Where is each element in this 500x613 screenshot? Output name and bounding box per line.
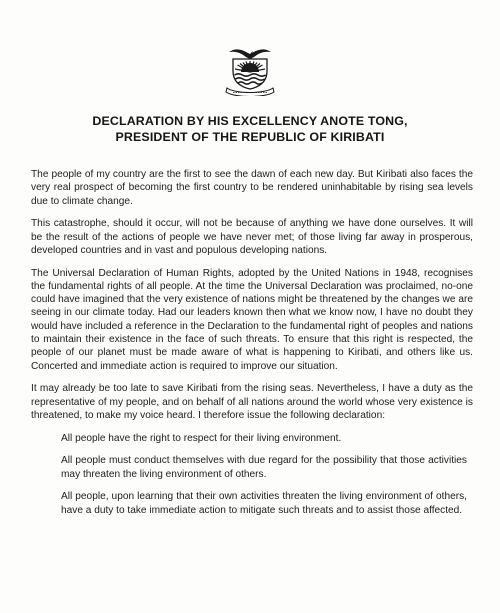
declaration-body	[31, 168, 473, 526]
declaration-item: All people have the right to respect for their living environment.	[61, 432, 342, 444]
document-title	[40, 113, 460, 145]
kiribati-coat-of-arms	[221, 38, 279, 96]
paragraph: The Universal Declaration of Human Rights, adopted by the United Nations in 1948, recognises the fundamental rights of all people. At the time the Universal Declaration was proclaimed, no-one could have imagined that the very existence of nations might be threatened by the changes we are seeing in our climate today. Had our leaders known then what we know now, I have no doubt they would have included a reference in the Declaration to the fundamental right of peoples and nations to maintain their existence in the face of such threats. To ensure that this right is respected, the people of our planet must be made aware of what is happening to Kiribati, and others like us. Concerted and immediate action is required to improve our situation.	[31, 267, 473, 372]
declaration-item: All people must conduct themselves with due regard for the possibility that those activities may threaten the living environment of others.	[61, 455, 467, 480]
paragraph: This catastrophe, should it occur, will not be because of anything we have done ourselves. It will be the result of the actions of people we have never met; of those living far away in prosperous, developed countries and in vast and populous developing nations.	[31, 218, 473, 256]
frigatebird-sun-icon	[221, 38, 279, 96]
declaration-item: All people, upon learning that their own activities threaten the living environment of others, have a duty to take immediate action to mitigate such threats and to assist those affected.	[61, 491, 467, 516]
title-line-1: DECLARATION BY HIS EXCELLENCY ANOTE TONG,	[92, 114, 408, 128]
paragraph: It may already be too late to save Kiribati from the rising seas. Nevertheless, I have a duty as the representative of my people, and on behalf of all nations around the world whose very existence is threatened, to make my voice heard. I therefore issue the following declaration:	[31, 383, 473, 421]
title-line-2: PRESIDENT OF THE REPUBLIC OF KIRIBATI	[115, 130, 385, 144]
paragraph: The people of my country are the first to see the dawn of each new day. But Kiribati also faces the very real prospect of becoming the first country to be rendered uninhabitable by rising sea levels due to climate change.	[31, 169, 473, 207]
